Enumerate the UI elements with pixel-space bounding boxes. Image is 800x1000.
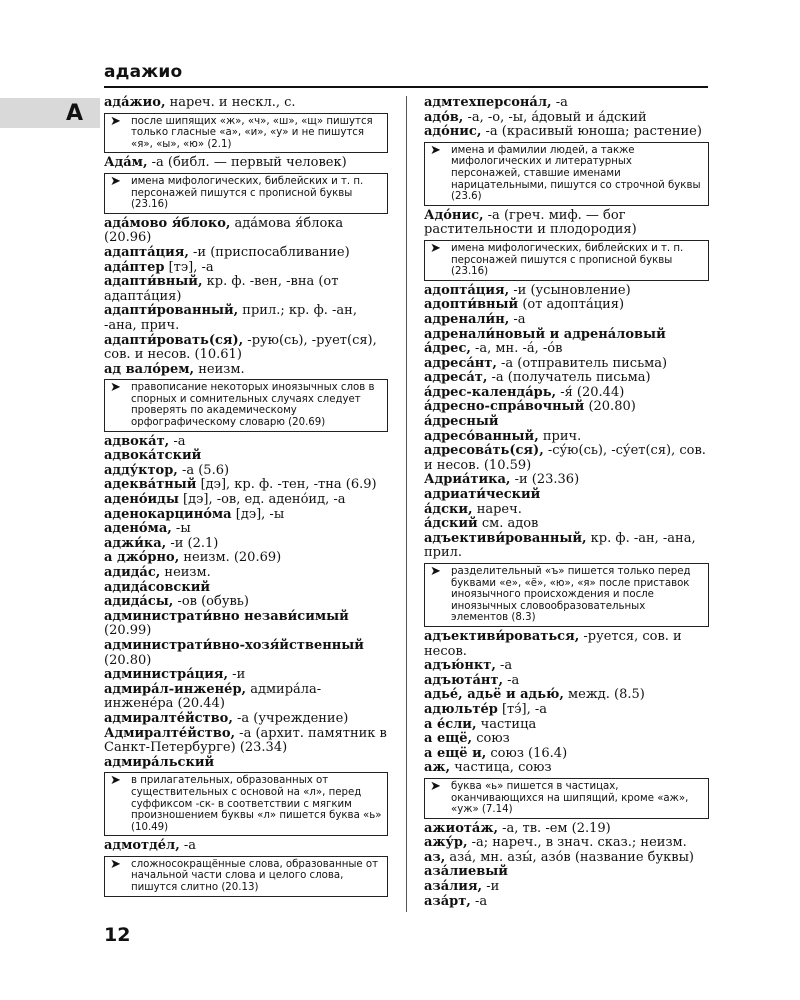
headword: адъюта́нт,	[424, 672, 503, 688]
dictionary-entry	[424, 747, 709, 762]
entry-body: кр. ф. -ан, -ана, прил.	[424, 530, 696, 561]
headword: адено́иды	[104, 492, 179, 508]
headword: адапти́вный,	[104, 274, 203, 290]
headword: а е́сли,	[424, 716, 477, 732]
arrow-right-icon: ➤	[110, 773, 121, 789]
entry-body: -а; нареч., в знач. сказ.; неизм.	[467, 835, 687, 851]
headword: адмира́л-инжене́р,	[104, 681, 247, 697]
entry-body: ада́мова я́блока (20.96)	[104, 215, 344, 246]
headword: а́дресный	[424, 414, 499, 430]
headword: адапти́рованный,	[104, 303, 239, 319]
headword: адвока́тский	[104, 448, 202, 464]
entry-body: -и	[482, 879, 500, 895]
entry-body: частица	[476, 716, 537, 732]
headword: Адо́нис,	[424, 207, 484, 223]
headword: адопти́вный	[424, 297, 519, 313]
entry-body: -я́ (20.44)	[556, 384, 625, 400]
dictionary-entry	[424, 718, 709, 733]
dictionary-entry	[424, 430, 709, 445]
headword: аза́лия,	[424, 879, 483, 895]
entry-body: нареч.	[472, 501, 522, 517]
entry-body: (от адопта́ция)	[518, 297, 625, 313]
column-divider	[406, 96, 407, 912]
headword: ада́жио,	[104, 95, 166, 110]
headword: а́дрес-календа́рь,	[424, 384, 557, 400]
headword: Адмиралте́йство,	[104, 725, 236, 741]
dictionary-entry	[424, 328, 709, 343]
dictionary-entry	[424, 732, 709, 747]
headword: адренали́н,	[424, 311, 510, 327]
dictionary-entry	[104, 464, 388, 479]
rule-note	[104, 379, 388, 431]
entry-body: -а (5.6)	[177, 462, 230, 478]
headword: адапта́ция,	[104, 244, 189, 260]
headword: адье́, адьё и адью́,	[424, 687, 564, 703]
entry-body: неизм.	[194, 361, 245, 377]
rule-note	[424, 778, 709, 819]
entry-body: -а, тв. -ем (2.19)	[498, 820, 611, 836]
dictionary-entry	[424, 342, 709, 357]
entry-body: -а, мн. -á, -óв	[470, 341, 563, 357]
dictionary-entry	[424, 386, 709, 401]
dictionary-entry	[104, 363, 388, 378]
dictionary-entry	[424, 674, 709, 689]
arrow-right-icon: ➤	[110, 173, 121, 189]
headword: адъективи́рованный,	[424, 530, 587, 546]
section-tab	[0, 98, 100, 128]
entry-body: -а	[169, 433, 186, 449]
dictionary-entry	[104, 566, 388, 581]
dictionary-entry	[104, 683, 388, 712]
rule-note	[104, 113, 388, 154]
dictionary-entry	[424, 630, 709, 659]
headword: адида́сы,	[104, 594, 174, 610]
headword: ажу́р,	[424, 835, 468, 851]
headword: адду́ктор,	[104, 462, 178, 478]
dictionary-entry	[424, 865, 709, 880]
entry-body: -рую(сь), -рует(ся), сов. и несов. (10.61)	[104, 332, 377, 363]
entry-body: адмира́ла-инжене́ра (20.44)	[104, 681, 322, 712]
rule-note	[424, 240, 709, 281]
dictionary-entry	[424, 659, 709, 674]
entry-body: см. адов	[477, 516, 539, 532]
entry-body: прил.; кр. ф. -ан, -ана, прич.	[104, 303, 357, 333]
dictionary-entry	[104, 639, 388, 668]
entry-body: неизм. (20.69)	[179, 550, 282, 566]
headword: администрати́вно незави́симый	[104, 608, 349, 624]
headword: адриати́ческий	[424, 487, 541, 503]
dictionary-entry	[104, 581, 388, 596]
headword: а́дресно-спра́вочный	[424, 399, 585, 415]
left-column	[104, 96, 388, 900]
dictionary-entry	[104, 275, 388, 304]
entry-body: -а (отправитель письма)	[496, 355, 668, 371]
dictionary-entry	[104, 334, 388, 363]
headword: адида́с,	[104, 565, 161, 580]
dictionary-entry	[424, 488, 709, 503]
rule-note-text: после шипящих «ж», «ч», «ш», «щ» пишутся только гласные «а», «и», «у» и не пишутся «я», «ы», «ю» (2.1)	[131, 115, 373, 150]
entry-body: [дэ], кр. ф. -тен, -тна (6.9)	[196, 477, 377, 493]
dictionary-entry	[424, 503, 709, 518]
headword: аденокарцинóма	[104, 506, 232, 522]
headword: ажиота́ж,	[424, 820, 498, 836]
running-head: адажио	[104, 62, 183, 82]
entry-body: [дэ], -ы	[231, 506, 285, 522]
headword: Ада́м,	[104, 155, 148, 171]
entry-body: -а (учреждение)	[232, 710, 349, 726]
rule-note-text: имена мифологических, библейских и т. п. персонажей пишутся с прописной буквы (23.16)	[131, 175, 364, 211]
dictionary-entry	[104, 96, 388, 111]
entry-body: кр. ф. -вен, -вна (от адапта́ция)	[104, 274, 339, 304]
entry-body: частица, союз	[450, 760, 552, 776]
headword: администрати́вно-хозя́йственный	[104, 637, 364, 653]
rule-note-text: буква «ь» пишется в частицах, оканчивающихся на шипящий, кроме «аж», «уж» (7.14)	[451, 780, 689, 816]
rule-note	[424, 563, 709, 627]
dictionary-entry	[104, 449, 388, 464]
arrow-right-icon: ➤	[110, 856, 121, 872]
entry-body: -и (2.1)	[166, 535, 219, 551]
headword: аж,	[424, 760, 451, 776]
dictionary-entry	[424, 895, 709, 910]
entry-body: прич.	[538, 428, 582, 444]
header-rule	[104, 86, 708, 88]
dictionary-entry	[104, 522, 388, 537]
dictionary-entry	[104, 537, 388, 552]
headword: а́дрес,	[424, 341, 471, 357]
dictionary-entry	[424, 298, 709, 313]
headword: а́дский	[424, 516, 478, 532]
dictionary-entry	[104, 712, 388, 727]
dictionary-entry	[424, 851, 709, 866]
entry-body: -а (получатель письма)	[487, 370, 651, 386]
dictionary-entry	[104, 595, 388, 610]
dictionary-entry	[424, 761, 709, 776]
headword: а ещё,	[424, 731, 473, 747]
headword: адапти́ровать(ся),	[104, 332, 244, 348]
entry-body: -и (усыновление)	[509, 282, 631, 298]
headword: адренали́новый и адренáловый	[424, 326, 666, 342]
headword: адъективи́роваться,	[424, 628, 580, 644]
headword: адмиралте́йство,	[104, 710, 233, 726]
entry-body: [тэ], -а	[164, 259, 214, 275]
entry-body: -ы	[171, 521, 191, 537]
entry-body: -а (библ. — первый человек)	[147, 155, 347, 171]
headword: ад валóрем,	[104, 361, 195, 377]
entry-body: -а	[179, 838, 197, 854]
dictionary-entry	[104, 727, 388, 756]
dictionary-entry	[104, 610, 388, 639]
section-letter: А	[66, 101, 84, 126]
headword: аз,	[424, 849, 446, 865]
entry-body: [тэ́], -а	[497, 701, 547, 717]
dictionary-entry	[424, 688, 709, 703]
dictionary-entry	[424, 400, 709, 415]
entry-body: -а (красивый юноша; растение)	[481, 124, 702, 140]
dictionary-entry	[104, 493, 388, 508]
headword: ада́птер	[104, 259, 165, 275]
entry-body: неизм.	[160, 565, 211, 580]
arrow-right-icon: ➤	[110, 113, 121, 129]
rule-note-text: имена мифологических, библейских и т. п. персонажей пишутся с прописной буквы (23.16)	[451, 242, 684, 278]
dictionary-entry	[424, 532, 709, 561]
dictionary-entry	[104, 839, 388, 854]
headword: адъю́нкт,	[424, 658, 496, 674]
rule-note	[104, 772, 388, 836]
entry-body: межд. (8.5)	[563, 687, 645, 703]
entry-body: -руется, сов. и несов.	[424, 628, 682, 659]
dictionary-entry	[424, 313, 709, 328]
headword: администра́ция,	[104, 667, 229, 683]
headword: аза́лиевый	[424, 864, 508, 880]
headword: адо́в,	[424, 109, 464, 125]
headword: адмотде́л,	[104, 838, 180, 854]
headword: адреса́т,	[424, 370, 488, 386]
dictionary-entry	[424, 444, 709, 473]
rule-note	[104, 856, 388, 897]
entry-body: -а	[495, 658, 513, 674]
arrow-right-icon: ➤	[430, 778, 441, 794]
arrow-right-icon: ➤	[430, 564, 441, 579]
arrow-right-icon: ➤	[110, 380, 121, 396]
entry-body: -и (23.36)	[510, 472, 580, 488]
rule-note-text: имена и фамилии людей, а также мифологических и литературных персонажей, ставшие именами нарицательными, пишутся со строчной буквы (23.6)	[451, 144, 701, 203]
entry-body: -и	[228, 667, 246, 683]
dictionary-entry	[424, 415, 709, 430]
rule-note-text: правописание некоторых иноязычных слов в спорных и сомнительных случаях следует проверять по академическому орфографическому словарю (20.69)	[131, 382, 375, 429]
entry-body: -а (архит. памятник в Санкт-Петербурге) (23.34)	[104, 725, 387, 756]
headword: адреса́нт,	[424, 355, 497, 371]
headword: адида́совский	[104, 579, 211, 595]
entry-body: (20.80)	[104, 652, 152, 668]
entry-body: -ов (обувь)	[173, 594, 249, 610]
headword: адресо́ванный,	[424, 428, 539, 444]
dictionary-entry	[104, 756, 388, 771]
rule-note	[104, 173, 388, 214]
dictionary-entry	[104, 668, 388, 683]
dictionary-entry	[424, 111, 709, 126]
rule-note-text: в прилагательных, образованных от существительных с основой на «л», перед суффиксом -ск- в соответствии с мягким произношением буквы «л» пишется буква «ь» (10.49)	[131, 775, 382, 833]
dictionary-entry	[424, 836, 709, 851]
entry-body: аза́, мн. азы́, азо́в (название буквы)	[445, 849, 694, 865]
entry-body: союз	[472, 731, 510, 747]
entry-body: (20.99)	[104, 623, 152, 639]
headword: а́дски,	[424, 501, 473, 517]
entry-body: [дэ], -ов, ед. адено́ид, -а	[178, 492, 346, 508]
headword: адмира́льский	[104, 754, 215, 770]
dictionary-entry	[104, 508, 388, 523]
rule-note-text: сложносокращённые слова, образованные от начальной части слова и целого слова, пишутся слитно (20.13)	[131, 858, 379, 894]
entry-body: -а	[502, 672, 520, 688]
dictionary-entry	[424, 209, 709, 238]
dictionary-entry	[104, 478, 388, 493]
dictionary-entry	[104, 304, 388, 333]
arrow-right-icon: ➤	[430, 142, 441, 158]
dictionary-entry	[424, 357, 709, 372]
dictionary-entry	[104, 435, 388, 450]
rule-note-text: разделительный «ъ» пишется только перед буквами «е», «ё», «ю», «я» после приставок иноязычного происхождения и после иноязычных словообразовательных элементов (8.3)	[451, 566, 691, 624]
dictionary-entry	[104, 261, 388, 276]
headword: аденóма,	[104, 521, 172, 537]
headword: адмтехперсона́л,	[424, 95, 552, 110]
headword: адеква́тный	[104, 477, 197, 493]
headword: адвока́т,	[104, 433, 170, 449]
dictionary-entry	[104, 246, 388, 261]
dictionary-entry	[424, 517, 709, 532]
dictionary-entry	[104, 217, 388, 246]
entry-body: -и (приспосабливание)	[188, 244, 350, 260]
headword: ада́мово я́блоко,	[104, 215, 231, 231]
headword: адюльте́р	[424, 701, 498, 717]
entry-body: нареч. и нескл., с.	[165, 95, 296, 110]
entry-body: союз (16.4)	[486, 745, 568, 761]
headword: а джóрно,	[104, 550, 180, 566]
rule-note	[424, 142, 709, 206]
headword: аза́рт,	[424, 893, 471, 909]
dictionary-entry	[424, 125, 709, 140]
headword: адо́нис,	[424, 124, 482, 140]
dictionary-entry	[104, 156, 388, 171]
headword: а ещё и,	[424, 745, 487, 761]
dictionary-entry	[424, 96, 709, 111]
headword: аджи́ка,	[104, 535, 167, 551]
dictionary-entry	[424, 880, 709, 895]
page-number: 12	[104, 924, 131, 946]
headword: адресова́ть(ся),	[424, 443, 544, 459]
dictionary-entry	[424, 822, 709, 837]
entry-body: (20.80)	[584, 399, 636, 415]
entry-body: -а	[509, 311, 526, 327]
entry-body: -су́ю(сь), -су́ет(ся), сов. и несов. (10.59)	[424, 443, 706, 473]
entry-body: -а	[470, 893, 488, 909]
dictionary-entry	[424, 284, 709, 299]
dictionary-entry	[104, 551, 388, 566]
arrow-right-icon: ➤	[430, 240, 441, 256]
dictionary-entry	[424, 703, 709, 718]
dictionary-entry	[424, 371, 709, 386]
headword: Адриа́тика,	[424, 472, 511, 488]
right-column	[424, 96, 709, 909]
entry-body: -а (греч. миф. — бог растительности и плодородия)	[424, 207, 637, 238]
headword: адопта́ция,	[424, 282, 510, 298]
entry-body: -а	[551, 95, 568, 110]
entry-body: -а, -о, -ы, а́довый и а́дский	[463, 109, 647, 125]
dictionary-entry	[424, 473, 709, 488]
